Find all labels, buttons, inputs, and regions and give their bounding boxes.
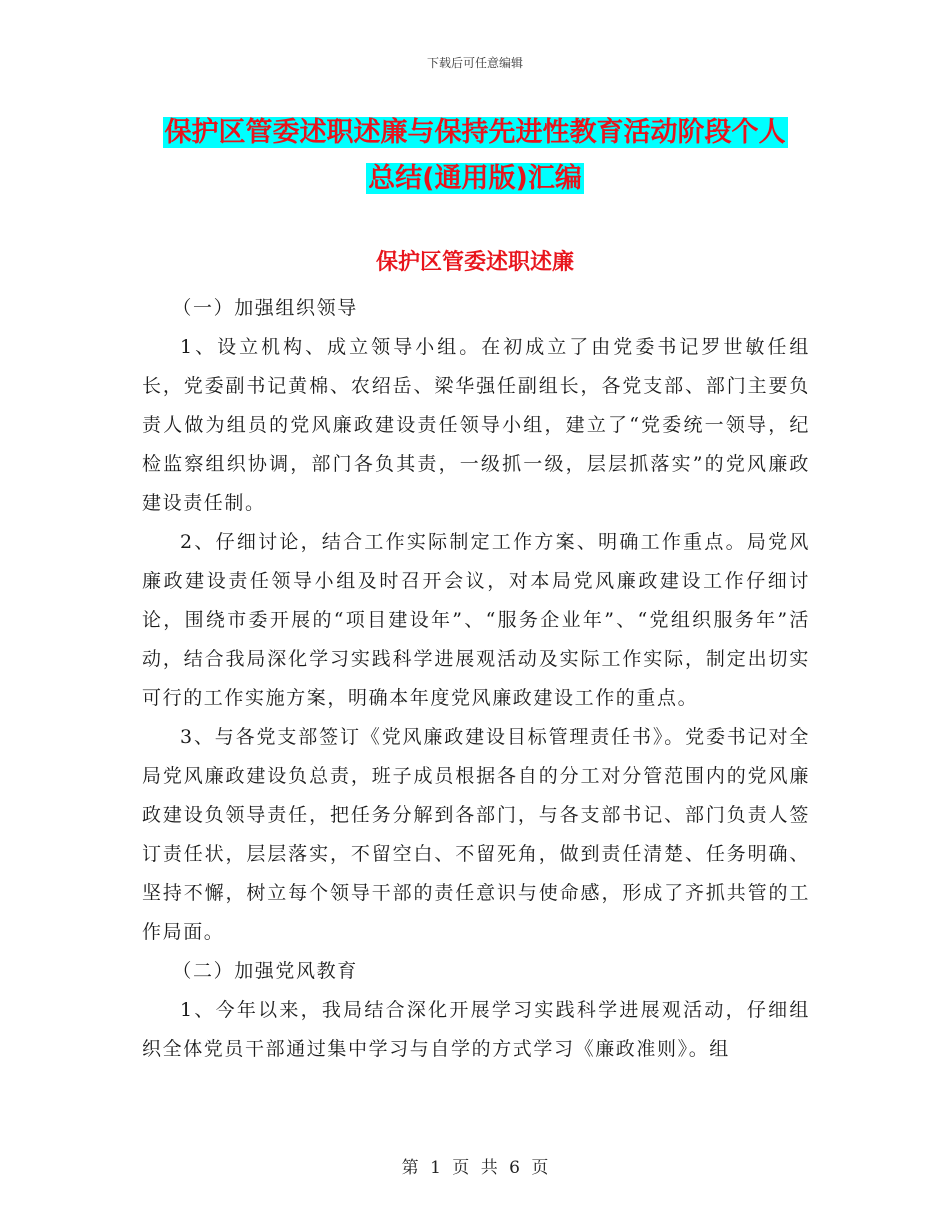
body-text [142,289,810,1069]
paragraph: 3、与各党支部签订《党风廉政建设目标管理责任书》。党委书记对全局党风廉政建设负总责，班子成员根据各自的分工对分管范围内的党风廉政建设负领导责任，把任务分解到各部门，与各支部书记、部门负责人签订责任状，层层落实，不留空白、不留死角，做到责任清楚、任务明确、坚持不懈，树立每个领导干部的责任意识与使命感，形成了齐抓共管的工作局面。 [142,726,810,943]
paragraph: 2、仔细讨论，结合工作实际制定工作方案、明确工作重点。局党风廉政建设责任领导小组及时召开会议，对本局党风廉政建设工作仔细讨论，围绕市委开展的“项目建设年”、“服务企业年”、“党组织服务年”活动，结合我局深化学习实践科学进展观活动及实际工作实际，制定出切实可行的工作实施方案，明确本年度党风廉政建设工作的重点。 [142,531,810,709]
paragraph: 1、设立机构、成立领导小组。在初成立了由党委书记罗世敏任组长，党委副书记黄棉、农绍岳、梁华强任副组长，各党支部、部门主要负责人做为组员的党风廉政建设责任领导小组，建立了“党委统一领导，纪检监察组织协调，部门各负其责，一级抓一级，层层抓落实”的党风廉政建设责任制。 [142,336,810,514]
subheading-1: （一）加强组织领导 [172,297,358,319]
title-line-1: 保护区管委述职述廉与保持先进性教育活动阶段个人 [164,117,786,148]
title-line-2: 总结(通用版)汇编 [368,163,582,194]
header-note: 下载后可任意编辑 [426,56,523,70]
paragraph: 1、今年以来，我局结合深化开展学习实践科学进展观活动，仔细组织全体党员干部通过集中学习与自学的方式学习《廉政准则》。组 [142,999,810,1060]
section-title: 保护区管委述职述廉 [375,250,574,275]
page-footer: 第 1 页 共 6 页 [401,1158,549,1178]
document-title [100,110,850,202]
subheading-2: （二）加强党风教育 [172,960,358,982]
